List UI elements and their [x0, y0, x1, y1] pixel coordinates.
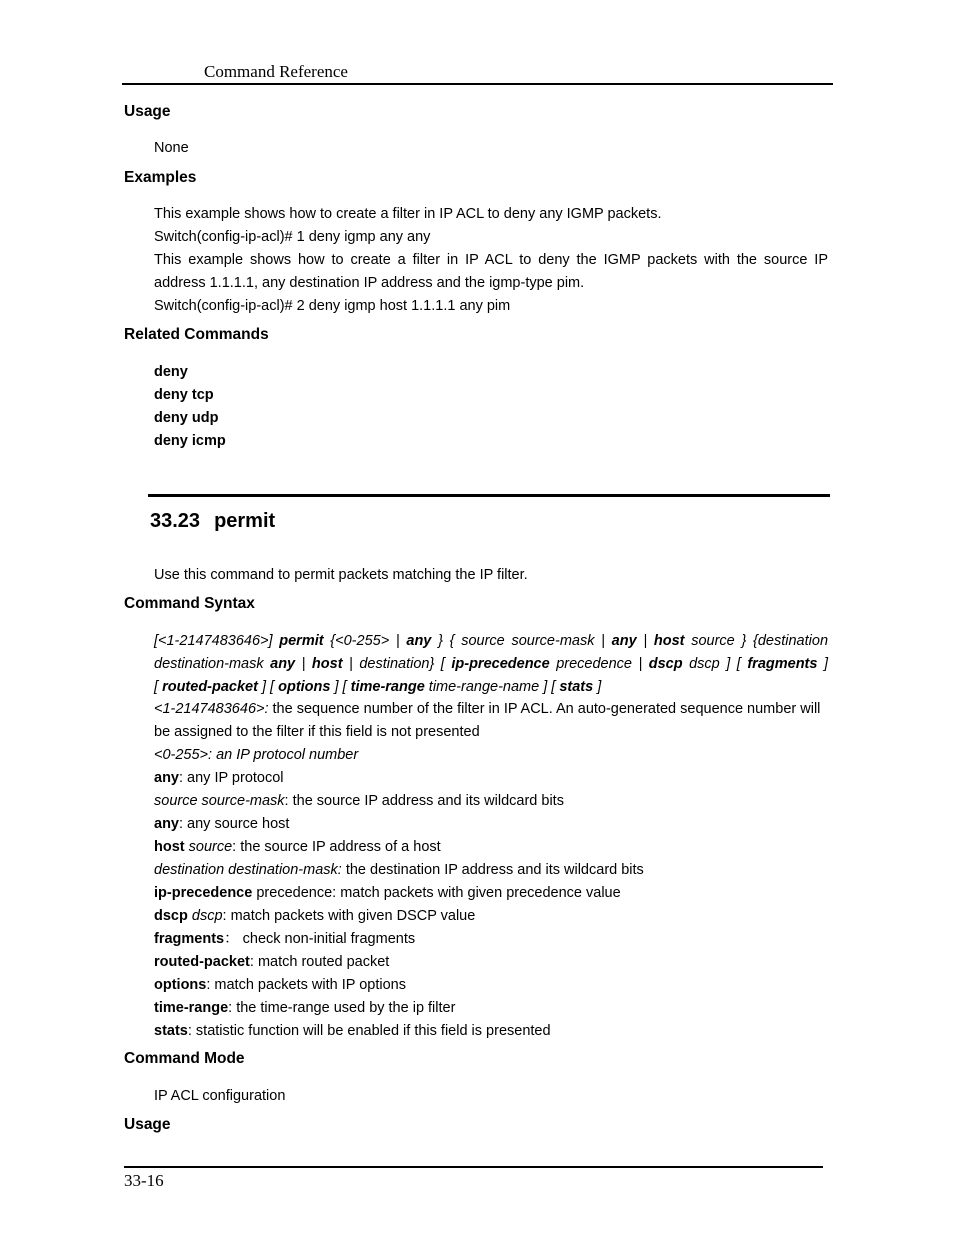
text-run: ] [ — [330, 679, 351, 695]
related-command[interactable]: deny — [154, 364, 188, 380]
page-number: 33-16 — [124, 1171, 164, 1190]
parameter-line — [154, 928, 834, 951]
text-run: : match routed packet — [249, 954, 390, 970]
usage-heading: Usage — [124, 103, 171, 120]
examples-heading: Examples — [124, 169, 197, 186]
parameter-line — [154, 790, 834, 813]
text-run: fragments — [154, 931, 225, 947]
text-run: [<1-2147483646>] — [154, 633, 280, 649]
example-command-1: Switch(config-ip-acl)# 1 deny igmp any any — [154, 229, 431, 245]
text-run: dscp ] [ — [682, 656, 748, 672]
text-run: the sequence number of the filter in IP ACL. An auto-generated sequence number will — [268, 701, 821, 717]
text-run: source source-mask — [154, 793, 285, 809]
text-run: | — [295, 656, 312, 672]
text-run: ] — [593, 679, 602, 695]
text-run: : any source host — [179, 816, 290, 832]
text-run: dscp — [191, 908, 223, 924]
text-run: <0-255>: an IP protocol number — [154, 747, 359, 763]
text-run: options — [154, 977, 207, 993]
header-rule — [122, 83, 833, 85]
parameter-line — [154, 951, 834, 974]
example-line-3: This example shows how to create a filter in IP ACL to deny the IGMP packets with the source IP — [154, 252, 828, 268]
parameter-line — [154, 698, 834, 721]
text-run: any — [154, 816, 179, 832]
text-run: any — [154, 770, 179, 786]
text-run: any — [611, 633, 637, 649]
text-run: ip-precedence — [451, 656, 550, 672]
related-commands-list — [154, 361, 226, 453]
text-run: : statistic function will be enabled if this field is presented — [187, 1023, 551, 1039]
text-run: : any IP protocol — [179, 770, 284, 786]
footer-rule — [124, 1166, 823, 1168]
text-run: routed-packet — [162, 679, 258, 695]
text-run: any — [270, 656, 296, 672]
text-run: options — [278, 679, 331, 695]
related-commands-heading: Related Commands — [124, 326, 269, 343]
usage-text: None — [154, 140, 189, 156]
text-run: ] — [817, 656, 828, 672]
syntax-line-3 — [154, 676, 601, 699]
text-run: permit — [279, 633, 324, 649]
section-intro: Use this command to permit packets matching the IP filter. — [154, 567, 528, 583]
text-run: host — [154, 839, 185, 855]
text-run: fragments — [747, 656, 818, 672]
text-run: time-range-name ] [ — [424, 679, 560, 695]
parameter-list — [154, 698, 834, 1043]
text-run: host — [311, 656, 343, 672]
text-run: : the time-range used by the ip filter — [228, 1000, 456, 1016]
example-line-4: address 1.1.1.1, any destination IP address and the igmp-type pim. — [154, 275, 585, 291]
parameter-line — [154, 721, 834, 744]
text-run: destination-mask — [154, 656, 271, 672]
text-run: destination destination-mask: — [154, 862, 342, 878]
text-run: ] [ — [257, 679, 279, 695]
example-line-1: This example shows how to create a filter in IP ACL to deny any IGMP packets. — [154, 206, 662, 222]
parameter-line — [154, 974, 834, 997]
related-command[interactable]: deny udp — [154, 410, 219, 426]
parameter-line — [154, 813, 834, 836]
text-run: time-range — [350, 679, 425, 695]
text-run: source } {destination — [684, 633, 829, 649]
text-run: host — [653, 633, 685, 649]
usage-heading-2: Usage — [124, 1116, 171, 1133]
syntax-line-1 — [154, 630, 828, 653]
parameter-line — [154, 997, 834, 1020]
text-run: routed-packet — [154, 954, 250, 970]
parameter-line — [154, 767, 834, 790]
text-run: : match packets with IP options — [206, 977, 406, 993]
section-name: permit — [214, 510, 276, 532]
text-run: {<0-255> | — [323, 633, 407, 649]
text-run: ip-precedence — [154, 885, 253, 901]
text-run: : the source IP address and its wildcard bits — [284, 793, 564, 809]
text-run: time-range — [154, 1000, 229, 1016]
text-run: source — [188, 839, 233, 855]
text-run: precedence: match packets with given precedence value — [252, 885, 621, 901]
text-run: : match packets with given DSCP value — [222, 908, 476, 924]
syntax-line-2 — [154, 653, 828, 676]
text-run: dscp — [648, 656, 683, 672]
section-number: 33.23 — [150, 510, 201, 532]
text-run: stats — [559, 679, 594, 695]
running-header: Command Reference — [204, 62, 348, 81]
related-command[interactable]: deny icmp — [154, 433, 226, 449]
parameter-line — [154, 882, 834, 905]
parameter-line — [154, 859, 834, 882]
section-rule — [148, 494, 830, 497]
section-title — [150, 510, 275, 533]
command-mode-text: IP ACL configuration — [154, 1088, 286, 1104]
text-run: ： check non-initial fragments — [224, 931, 416, 947]
parameter-line — [154, 1020, 834, 1043]
parameter-line — [154, 744, 834, 767]
example-command-2: Switch(config-ip-acl)# 2 deny igmp host 1.1.1.1 any pim — [154, 298, 511, 314]
command-mode-heading: Command Mode — [124, 1050, 245, 1067]
parameter-line — [154, 905, 834, 928]
text-run: <1-2147483646>: — [154, 701, 269, 717]
text-run: } { source source-mask | — [431, 633, 612, 649]
text-run: the destination IP address and its wildcard bits — [341, 862, 644, 878]
text-run: any — [406, 633, 432, 649]
text-run: : the source IP address of a host — [232, 839, 441, 855]
text-run: stats — [154, 1023, 188, 1039]
text-run: be assigned to the filter if this field is not presented — [154, 724, 480, 740]
text-run: precedence | — [549, 656, 649, 672]
command-syntax-heading: Command Syntax — [124, 595, 255, 612]
parameter-line — [154, 836, 834, 859]
text-run: [ — [154, 679, 163, 695]
text-run: | — [636, 633, 654, 649]
text-run: dscp — [154, 908, 188, 924]
related-command[interactable]: deny tcp — [154, 387, 214, 403]
text-run: | destination} [ — [342, 656, 452, 672]
